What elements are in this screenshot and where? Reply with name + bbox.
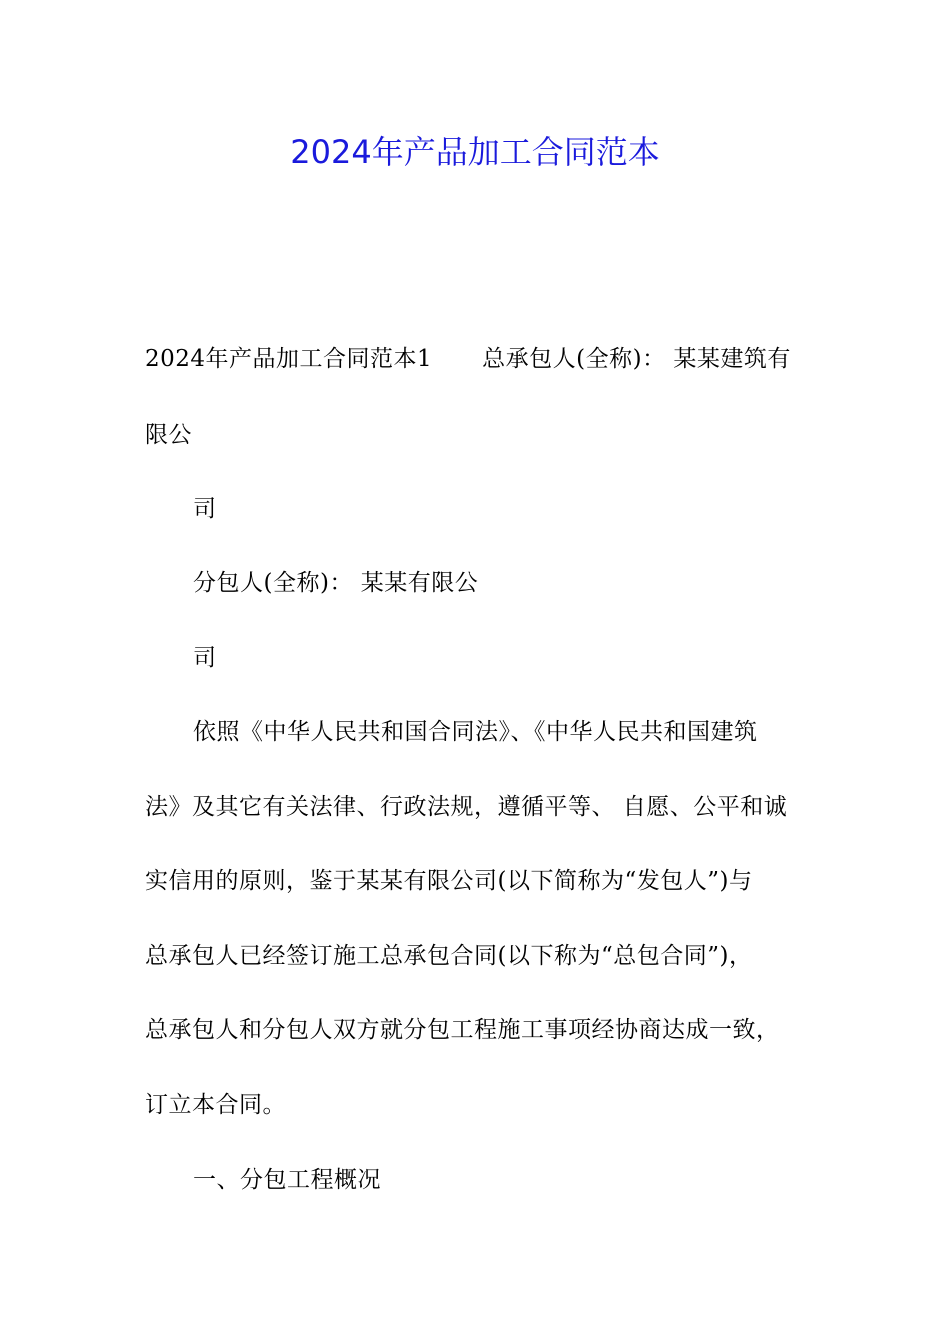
text-line: 司: [193, 645, 217, 671]
subcontractor-line: 分包人(全称)： 某某有限公: [193, 570, 479, 596]
section-heading-ref: 2024年产品加工合同范本1: [145, 346, 433, 372]
paragraph-line: 实信用的原则，鉴于某某有限公司(以下简称为“发包人”)与: [145, 868, 753, 894]
section-heading: 一、分包工程概况: [193, 1167, 381, 1193]
first-line: [145, 344, 791, 374]
text-line: 司: [193, 496, 217, 522]
text-line: 限公: [145, 422, 192, 448]
paragraph-line: 依照《中华人民共和国合同法》、《中华人民共和国建筑: [193, 719, 758, 745]
paragraph-line: 总承包人和分包人双方就分包工程施工事项经协商达成一致，: [145, 1017, 780, 1043]
paragraph-line: 法》及其它有关法律、行政法规，遵循平等、 自愿、公平和诚: [145, 794, 788, 820]
paragraph-line: 订立本合同。: [145, 1092, 286, 1118]
contractor-label-line: 总承包人(全称)： 某某建筑有: [482, 346, 791, 372]
document-title: 2024年产品加工合同范本: [290, 133, 660, 171]
paragraph-line: 总承包人已经签订施工总承包合同(以下称为“总包合同”)，: [145, 943, 753, 969]
